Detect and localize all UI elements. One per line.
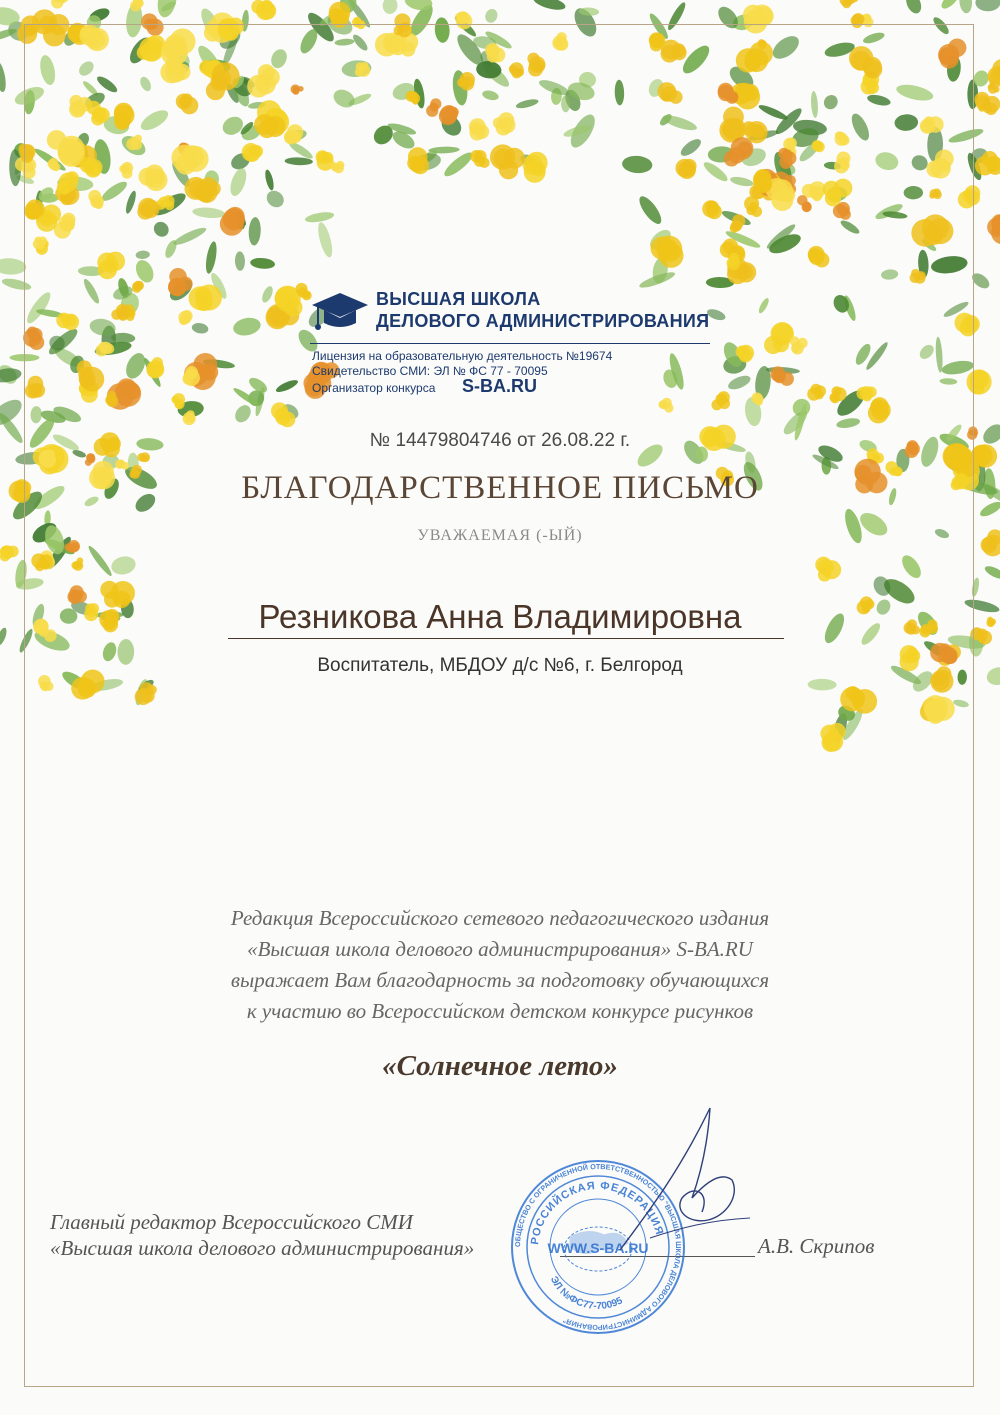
greeting: УВАЖАЕМАЯ (-ЫЙ) (417, 527, 583, 544)
leaf (958, 0, 973, 14)
flower (987, 214, 1000, 244)
leaf (903, 0, 924, 16)
contest-name: «Солнечное лето» (382, 1050, 618, 1082)
media-certificate-text: Свидетельство СМИ: ЭЛ № ФС 77 - 70095 (312, 364, 548, 378)
site-name: S-BA.RU (462, 376, 537, 396)
signer-name: А.В. Скрипов (758, 1234, 875, 1258)
name-underline (228, 638, 784, 639)
flower (0, 545, 19, 561)
body-line: «Высшая школа делового администрирования» S-BA.RU (247, 937, 753, 961)
stamp-upper-text: РОССИЙСКАЯ ФЕДЕРАЦИЯ (529, 1179, 666, 1246)
leaf (939, 0, 961, 11)
recipient-position: Воспитатель, МБДОУ д/с №6, г. Белгород (317, 655, 683, 676)
logo-title-line1: ВЫСШАЯ ШКОЛА (376, 289, 541, 309)
graduation-cap-icon (310, 291, 370, 337)
stamp-outer-text: ОБЩЕСТВО С ОГРАНИЧЕННОЙ ОТВЕТСТВЕННОСТЬЮ "ВЫСШАЯ ШКОЛА ДЕЛОВОГО АДМИНИСТРИРОВАНИЯ" (512, 1161, 684, 1333)
body-text (150, 903, 850, 1027)
license-text: Лицензия на образовательную деятельность №19674 (312, 349, 613, 363)
certificate-frame (24, 24, 974, 1387)
logo-divider (310, 343, 710, 344)
leaf (975, 0, 1000, 11)
body-line: выражает Вам благодарность за подготовку обучающихся (230, 968, 770, 992)
handwritten-signature (590, 1100, 770, 1270)
leaf (382, 0, 398, 15)
recipient-name: Резникова Анна Владимировна (258, 598, 742, 635)
leaf (532, 0, 567, 12)
flower (251, 0, 276, 20)
leaf (0, 60, 8, 93)
stamp-center-text: WWW.S-BA.RU (547, 1240, 649, 1256)
leaf (155, 0, 180, 19)
leaf (483, 7, 499, 24)
organizer-label: Организатор конкурса (312, 381, 436, 395)
logo-title-line2: ДЕЛОВОГО АДМИНИСТРИРОВАНИЯ (376, 311, 710, 331)
signer-role-line2: «Высшая школа делового администрирования» (50, 1236, 475, 1260)
flower (51, 0, 69, 9)
document-number: № 14479804746 от 26.08.22 г. (369, 430, 631, 451)
stamp-lower-text: ЭЛ №ФС77-70095 (547, 1274, 625, 1313)
flower (840, 0, 859, 8)
flower (130, 0, 144, 12)
leaf (0, 257, 27, 275)
signer-role-line1: Главный редактор Всероссийского СМИ (50, 1210, 413, 1234)
leaf (983, 564, 1000, 582)
document-title: БЛАГОДАРСТВЕННОЕ ПИСЬМО (241, 470, 759, 506)
body-line: Редакция Всероссийского сетевого педагогического издания (230, 906, 770, 930)
flower (974, 92, 1000, 115)
body-line: к участию во Всероссийском детском конкурсе рисунков (246, 999, 754, 1023)
